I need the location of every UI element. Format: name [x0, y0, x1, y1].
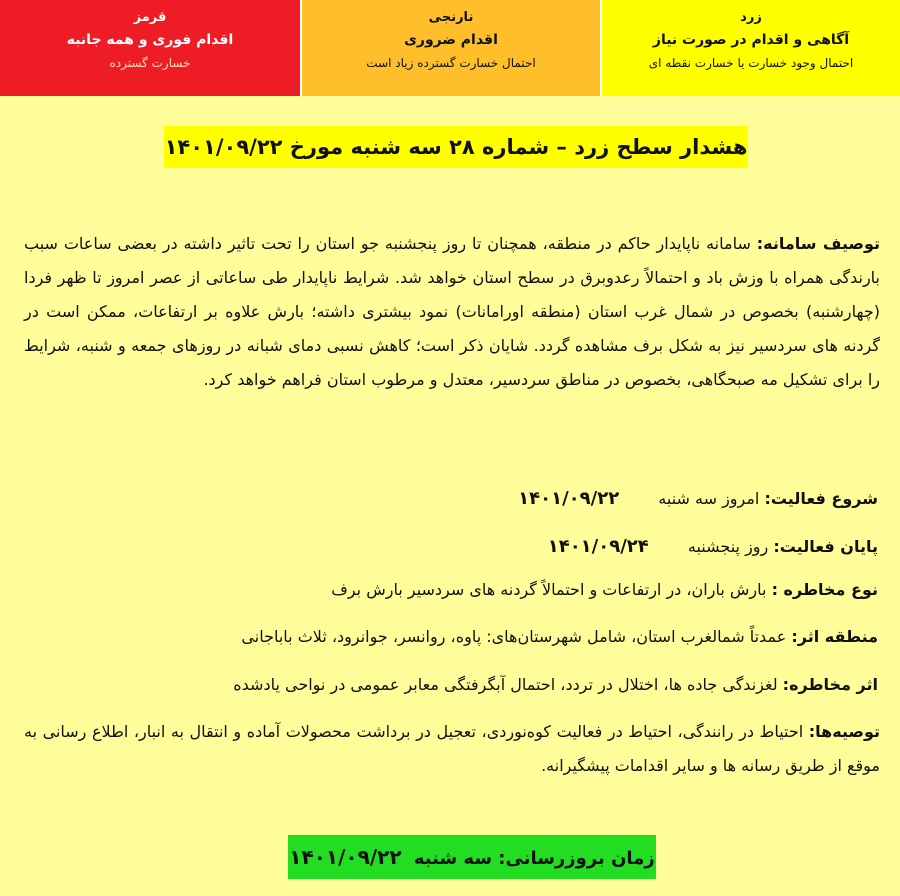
recommendations [24, 715, 880, 783]
end-label: پایان فعالیت: [773, 537, 878, 556]
description-label: توصیف سامانه: [756, 234, 881, 253]
end-activity [24, 532, 878, 562]
recommendations-label: توصیه‌ها: [808, 722, 880, 741]
level-orange-name: نارنجی [428, 10, 474, 25]
level-yellow-name: زرد [740, 10, 762, 25]
update-time [288, 835, 656, 879]
hazard-type-label: نوع مخاطره : [771, 580, 878, 599]
hazard-type-text: بارش باران، در ارتفاعات و احتمالاً گردنه های سردسیر بارش برف [331, 580, 767, 599]
start-activity [24, 484, 878, 514]
level-red-action: اقدام فوری و همه جانبه [66, 32, 234, 48]
end-date: ۱۴۰۱/۰۹/۲۴ [547, 536, 649, 557]
warning-levels-bar [0, 0, 900, 96]
level-yellow-action: آگاهی و اقدام در صورت نیاز [652, 32, 850, 48]
recommendations-text: احتیاط در رانندگی، احتیاط در فعالیت کوه‌نوردی، تعجیل در برداشت محصولات آماده و انتقال به انبار، اطلاع رسانی به موقع از طریق رسانه ها و سایر اقدامات پیشگیرانه. [24, 722, 880, 775]
level-yellow [600, 0, 900, 96]
system-description [24, 227, 880, 397]
affected-area [24, 622, 878, 652]
affected-area-label: منطقه اثر: [791, 627, 878, 646]
hazard-effect [24, 670, 878, 700]
hazard-type [24, 575, 878, 605]
update-label: زمان بروزرسانی: سه شنبه [413, 848, 655, 869]
level-orange-desc: احتمال خسارت گسترده زیاد است [366, 56, 536, 70]
level-red-desc: خسارت گسترده [109, 56, 191, 70]
hazard-effect-label: اثر مخاطره: [782, 675, 878, 694]
update-date: ۱۴۰۱/۰۹/۲۲ [289, 845, 402, 869]
hazard-effect-text: لغزندگی جاده ها، اختلال در تردد، احتمال آبگرفتگی معابر عمومی در نواحی یادشده [233, 675, 778, 694]
description-text: سامانه ناپایدار حاکم در منطقه، همچنان تا روز پنجشنبه جو استان را تحت تاثیر داشته در بعضی ساعات سبب بارندگی همراه با وزش باد و احتمالاً رعدوبرق در سطح استان خواهد شد. شرایط ناپایدار طی ساعاتی از عصر امروز تا ظهر فردا (چهارشنبه) بخصوص در شمال غرب استان (منطقه اورامانات) نمود بیشتری داشته؛ بارش علاوه بر ارتفاعات، ممکن است در گردنه های سردسیر نیز به شکل برف مشاهده گردد. شایان ذکر است؛ کاهش نسبی دمای شبانه در روزهای جمعه و شنبه، شرایط را برای تشکیل مه صبحگاهی، بخصوص در مناطق سردسیر، معتدل و مرطوب استان فراهم خواهد کرد. [24, 234, 880, 389]
level-red-name: قرمز [133, 10, 167, 25]
level-red [0, 0, 300, 96]
level-yellow-desc: احتمال وجود خسارت یا خسارت نقطه ای [648, 56, 854, 70]
affected-area-text: عمدتاً شمالغرب استان، شامل شهرستان‌های: پاوه، روانسر، جوانرود، ثلاث باباجانی [241, 627, 787, 646]
level-orange-action: اقدام ضروری [404, 32, 498, 48]
level-orange [300, 0, 600, 96]
start-label: شروع فعالیت: [764, 489, 878, 508]
warning-title: هشدار سطح زرد – شماره ۲۸ سه شنبه مورخ ۱۴۰۱/۰۹/۲۲ [164, 126, 748, 168]
start-date: ۱۴۰۱/۰۹/۲۲ [518, 488, 620, 509]
start-day: امروز سه شنبه [658, 489, 760, 508]
end-day: روز پنجشنبه [687, 537, 769, 556]
